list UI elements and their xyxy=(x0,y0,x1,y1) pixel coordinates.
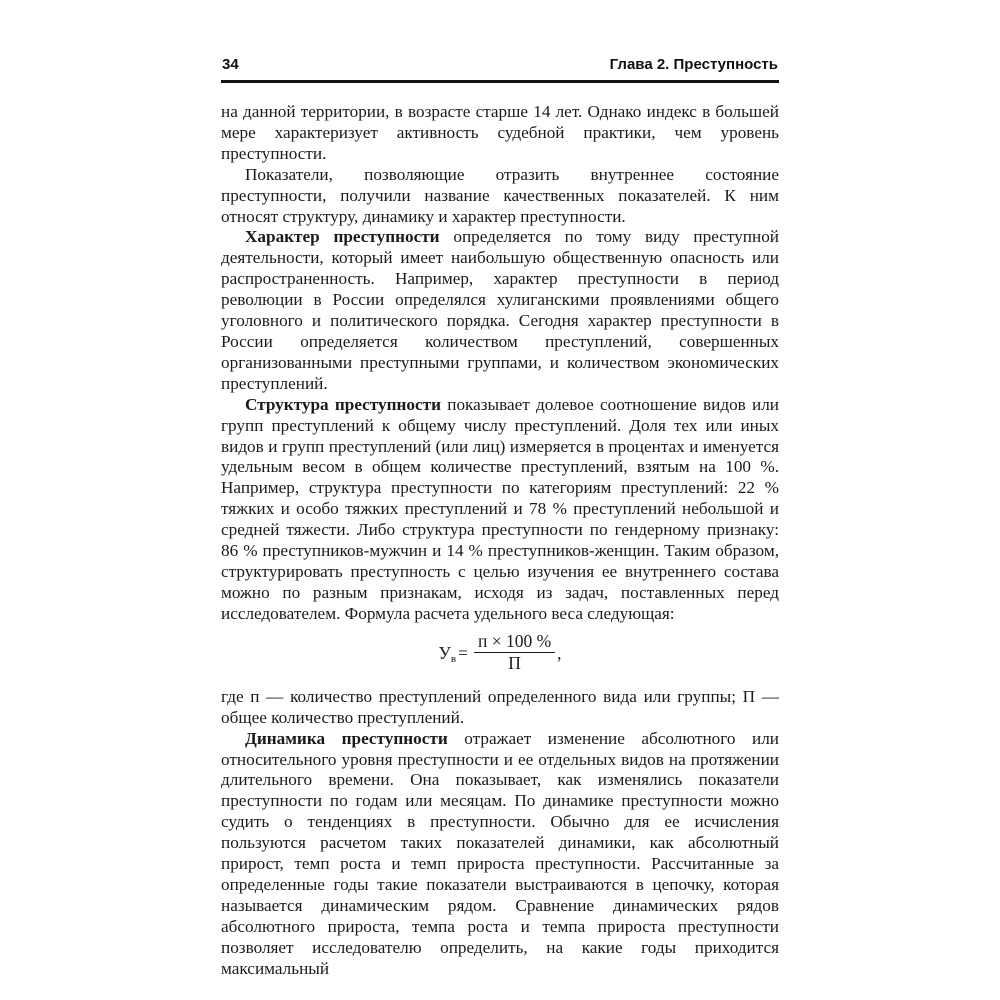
paragraph-lead: Характер преступности xyxy=(245,227,440,247)
book-page xyxy=(221,0,779,980)
paragraph-text: Показатели, позволяющие отразить внутреннее состояние преступности, получили название качественных показателей. К ним относят структуру, динамику и характер преступности. xyxy=(221,164,779,226)
paragraph-text: на данной территории, в возрасте старше 14 лет. Однако индекс в большей мере характеризует активность судебной практики, чем уровень преступности. xyxy=(221,102,779,163)
paragraph-text: определяется по тому виду преступной деятельности, который имеет наибольшую общественную опасность или распространенность. Например, характер преступности в период революции в России определялся хулиганскими проявлениями общего уголовного и политического порядка. Сегодня характер преступности в России определяется количеством преступлений, совершенных организованными преступными группами, и количеством экономических преступлений. xyxy=(221,227,779,393)
page-header xyxy=(221,56,779,80)
formula-fraction xyxy=(474,632,555,674)
formula xyxy=(221,630,779,676)
paragraph-text: показывает долевое соотношение видов или групп преступлений к общему числу преступлений. Доля тех или иных видов и групп преступлений (или лиц) измеряется в процентах и именуется удельным весом в общем количестве преступлений, взятым на 100 %. Например, структура преступности по категориям преступлений: 22 % тяжких и особо тяжких преступлений и 78 % преступлений небольшой и средней тяжести. Либо структура преступности по гендерному признаку: 86 % преступников-мужчин и 14 % преступников-женщин. Таким образом, структурировать преступность с целью изучения ее внутреннего состава можно по разным признакам, исходя из задач, поставленных перед исследователем. Формула расчета удельного веса следующая: xyxy=(221,394,779,623)
paragraph xyxy=(221,395,779,625)
paragraph xyxy=(221,729,779,980)
chapter-title: Глава 2. Преступность xyxy=(609,56,778,73)
formula-trailing: , xyxy=(557,642,562,663)
paragraph xyxy=(221,102,779,165)
page-body xyxy=(221,102,779,980)
formula-subscript: в xyxy=(450,652,457,665)
formula-denominator: П xyxy=(508,653,521,674)
paragraph-lead: Структура преступности xyxy=(245,394,441,414)
header-rule xyxy=(221,80,779,83)
paragraph xyxy=(221,227,779,394)
formula-lhs: $У_в$ xyxy=(438,642,457,665)
paragraph xyxy=(221,165,779,228)
paragraph-lead: Динамика преступности xyxy=(245,728,448,748)
paragraph-text: отражает изменение абсолютного или относительного уровня преступности и ее отдельных видов на протяжении длительного времени. Она показывает, как изменялись показатели преступности по годам или месяцам. По динамике преступности можно судить о тенденциях в преступности. Обычно для ее исчисления пользуются расчетом таких показателей динамики, как абсолютный прирост, темп роста и темп прироста преступности. Рассчитанные за определенные годы такие показатели выстраиваются в цепочку, которая называется динамическим рядом. Сравнение динамических рядов абсолютного прироста, темпа роста и темпа прироста преступности позволяет исследователю определить, на какие годы приходится максимальный xyxy=(221,728,780,978)
formula-equals: = xyxy=(458,642,468,663)
page-number: 34 xyxy=(222,56,239,73)
paragraph xyxy=(221,687,779,729)
formula-numerator: п × 100 % xyxy=(474,632,555,654)
paragraph-text: где п — количество преступлений определенного вида или группы; П — общее количество преступлений. xyxy=(221,686,779,727)
